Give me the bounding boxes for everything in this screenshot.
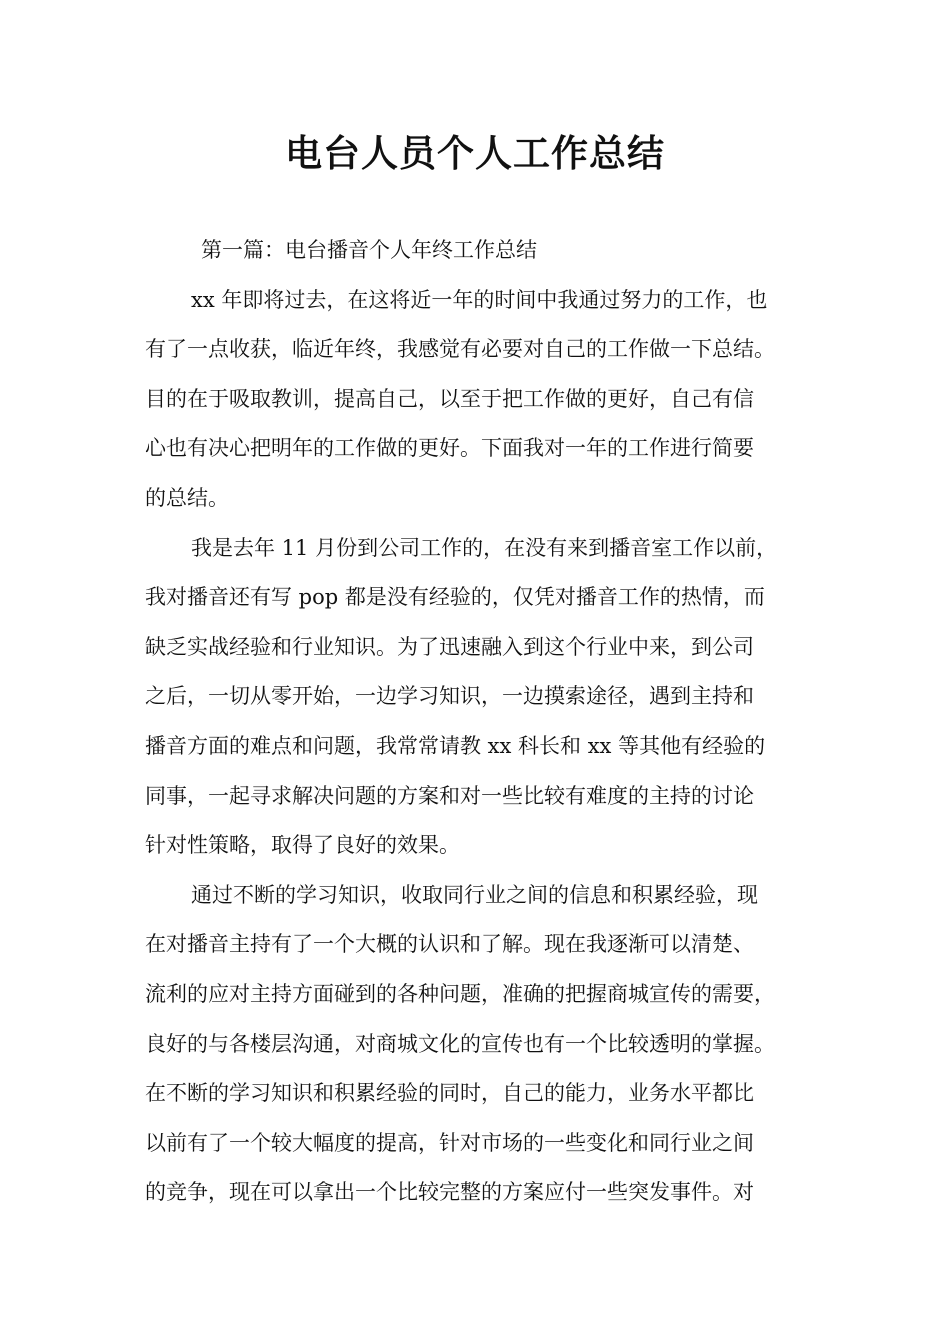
paragraph-line: 良好的与各楼层沟通，对商城文化的宣传也有一个比较透明的掌握。 <box>145 1031 775 1056</box>
paragraph-line: 我是去年 11 月份到公司工作的，在没有来到播音室工作以前， <box>191 535 778 560</box>
paragraph-line: 缺乏实战经验和行业知识。为了迅速融入到这个行业中来，到公司 <box>145 634 754 659</box>
paragraph-line: 的竞争，现在可以拿出一个比较完整的方案应付一些突发事件。对 <box>145 1180 754 1205</box>
paragraph-line: 流利的应对主持方面碰到的各种问题，准确的把握商城宣传的需要， <box>145 981 775 1006</box>
paragraph-line: 同事，一起寻求解决问题的方案和对一些比较有难度的主持的讨论 <box>145 783 754 808</box>
paragraph-line: 我对播音还有写 pop 都是没有经验的，仅凭对播音工作的热情，而 <box>145 585 765 610</box>
paragraph-line: 在对播音主持有了一个大概的认识和了解。现在我逐渐可以清楚、 <box>145 932 754 957</box>
paragraph-line: 播音方面的难点和问题，我常常请教 xx 科长和 xx 等其他有经验的 <box>145 733 766 758</box>
paragraph-line: 的总结。 <box>145 485 229 510</box>
paragraph-line: 以前有了一个较大幅度的提高，针对市场的一些变化和同行业之间 <box>145 1130 754 1155</box>
document-title: 电台人员个人工作总结 <box>285 132 665 175</box>
paragraph-line: 目的在于吸取教训，提高自己，以至于把工作做的更好，自己有信 <box>145 386 754 411</box>
document-body <box>145 226 825 1218</box>
section-heading: 第一篇：电台播音个人年终工作总结 <box>201 238 537 262</box>
paragraph-line: 通过不断的学习知识，收取同行业之间的信息和积累经验，现 <box>191 882 758 907</box>
paragraph-line: 有了一点收获，临近年终，我感觉有必要对自己的工作做一下总结。 <box>145 337 775 362</box>
paragraph-line: 在不断的学习知识和积累经验的同时，自己的能力，业务水平都比 <box>145 1081 754 1106</box>
paragraph-line: xx 年即将过去，在这将近一年的时间中我通过努力的工作，也 <box>191 287 768 312</box>
paragraph-line: 之后，一切从零开始，一边学习知识，一边摸索途径，遇到主持和 <box>145 684 754 709</box>
paragraph-line: 针对性策略，取得了良好的效果。 <box>145 833 460 858</box>
paragraph-line: 心也有决心把明年的工作做的更好。下面我对一年的工作进行简要 <box>145 436 754 461</box>
